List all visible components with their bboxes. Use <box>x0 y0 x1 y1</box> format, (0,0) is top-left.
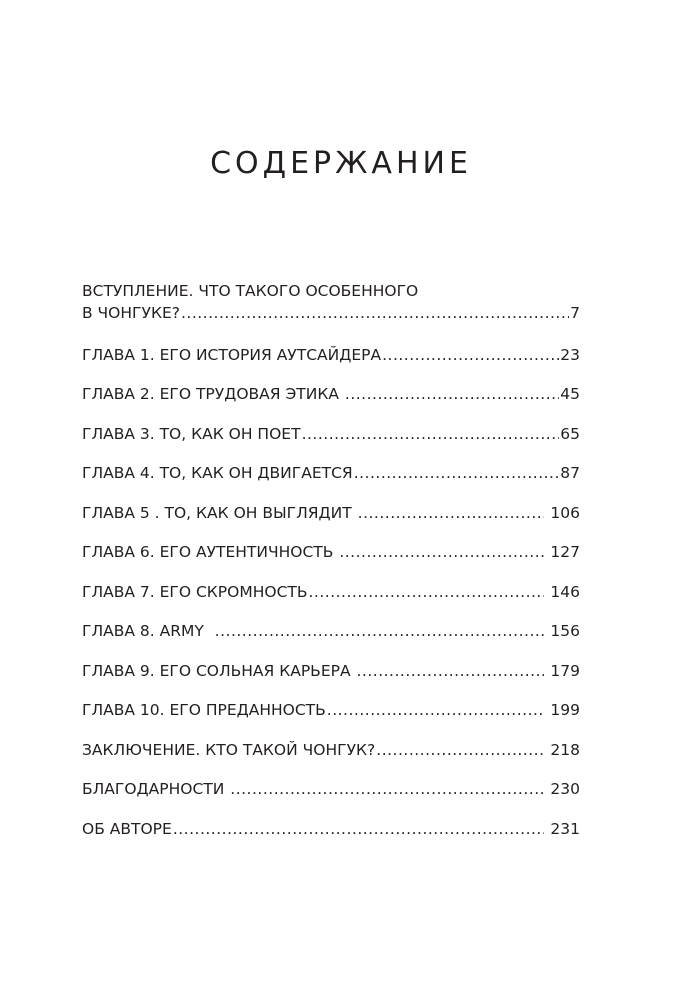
toc-entry-page: 156 <box>545 622 580 640</box>
page-title: СОДЕРЖАНИЕ <box>210 146 472 181</box>
dot-leader <box>302 423 560 445</box>
toc-entry-label: ГЛАВА 5 . ТО, КАК ОН ВЫГЛЯДИТ <box>82 504 357 522</box>
dot-leader <box>181 302 569 324</box>
dot-leader <box>230 778 544 800</box>
toc-entry-chapter-3[interactable] <box>82 423 580 445</box>
toc-entry-page: 45 <box>560 385 580 403</box>
toc-entry-page: 146 <box>545 583 580 601</box>
toc-entry-chapter-5[interactable] <box>82 502 580 524</box>
toc-entry-label: ГЛАВА 10. ЕГО ПРЕДАННОСТЬ <box>82 701 326 719</box>
toc-entry-page: 230 <box>545 780 580 798</box>
toc-entry-chapter-7[interactable] <box>82 581 580 603</box>
toc-entry-page: 231 <box>545 820 580 838</box>
toc-entry-label: ГЛАВА 8. ARMY <box>82 622 214 640</box>
dot-leader <box>382 344 559 366</box>
dot-leader <box>173 818 545 840</box>
toc-entry-label: БЛАГОДАРНОСТИ <box>82 780 230 798</box>
toc-entry-label: ГЛАВА 2. ЕГО ТРУДОВАЯ ЭТИКА <box>82 385 344 403</box>
dot-leader <box>354 462 560 484</box>
toc-entry-page: 179 <box>545 662 580 680</box>
toc-entry-chapter-10[interactable] <box>82 699 580 721</box>
dot-leader <box>215 620 545 642</box>
toc-entry-chapter-8[interactable] <box>82 620 580 642</box>
dot-leader <box>345 383 559 405</box>
toc-entry-page: 23 <box>560 346 580 364</box>
toc-entry-page: 65 <box>560 425 580 443</box>
toc-entry-chapter-2[interactable] <box>82 383 580 405</box>
toc-entry-label: ГЛАВА 3. ТО, КАК ОН ПОЕТ <box>82 425 301 443</box>
toc-entry-label: ЗАКЛЮЧЕНИЕ. КТО ТАКОЙ ЧОНГУК? <box>82 741 376 759</box>
toc-entry-page: 106 <box>545 504 580 522</box>
toc-entry-page: 127 <box>545 543 580 561</box>
toc-entry-intro[interactable] <box>82 280 580 324</box>
toc-entry-conclusion[interactable] <box>82 739 580 761</box>
dot-leader <box>357 660 545 682</box>
toc-entry-page: 7 <box>570 304 580 322</box>
toc-entry-page: 218 <box>545 741 580 759</box>
dot-leader <box>358 502 545 524</box>
dot-leader <box>309 581 545 603</box>
toc-entry-about-author[interactable] <box>82 818 580 840</box>
dot-leader <box>339 541 544 563</box>
toc-entry-label: ГЛАВА 4. ТО, КАК ОН ДВИГАЕТСЯ <box>82 464 353 482</box>
toc-entry-label: ГЛАВА 9. ЕГО СОЛЬНАЯ КАРЬЕРА <box>82 662 356 680</box>
toc-entry-label: ГЛАВА 6. ЕГО АУТЕНТИЧНОСТЬ <box>82 543 339 561</box>
toc-entry-label: ГЛАВА 1. ЕГО ИСТОРИЯ АУТСАЙДЕРА <box>82 346 382 364</box>
toc-entry-chapter-9[interactable] <box>82 660 580 682</box>
toc-entry-chapter-4[interactable] <box>82 462 580 484</box>
toc-entry-acknowledgements[interactable] <box>82 778 580 800</box>
dot-leader <box>327 699 545 721</box>
toc-entry-chapter-6[interactable] <box>82 541 580 563</box>
toc-entry-page: 199 <box>545 701 580 719</box>
dot-leader <box>376 739 544 761</box>
toc-entry-page: 87 <box>560 464 580 482</box>
toc-entry-label: ГЛАВА 7. ЕГО СКРОМНОСТЬ <box>82 583 308 601</box>
toc-entry-label-line1: ВСТУПЛЕНИЕ. ЧТО ТАКОГО ОСОБЕННОГО <box>82 282 419 300</box>
toc-entry-chapter-1[interactable] <box>82 344 580 366</box>
toc-entry-label: ОБ АВТОРЕ <box>82 820 172 838</box>
toc-entry-label: В ЧОНГУКЕ? <box>82 304 180 322</box>
